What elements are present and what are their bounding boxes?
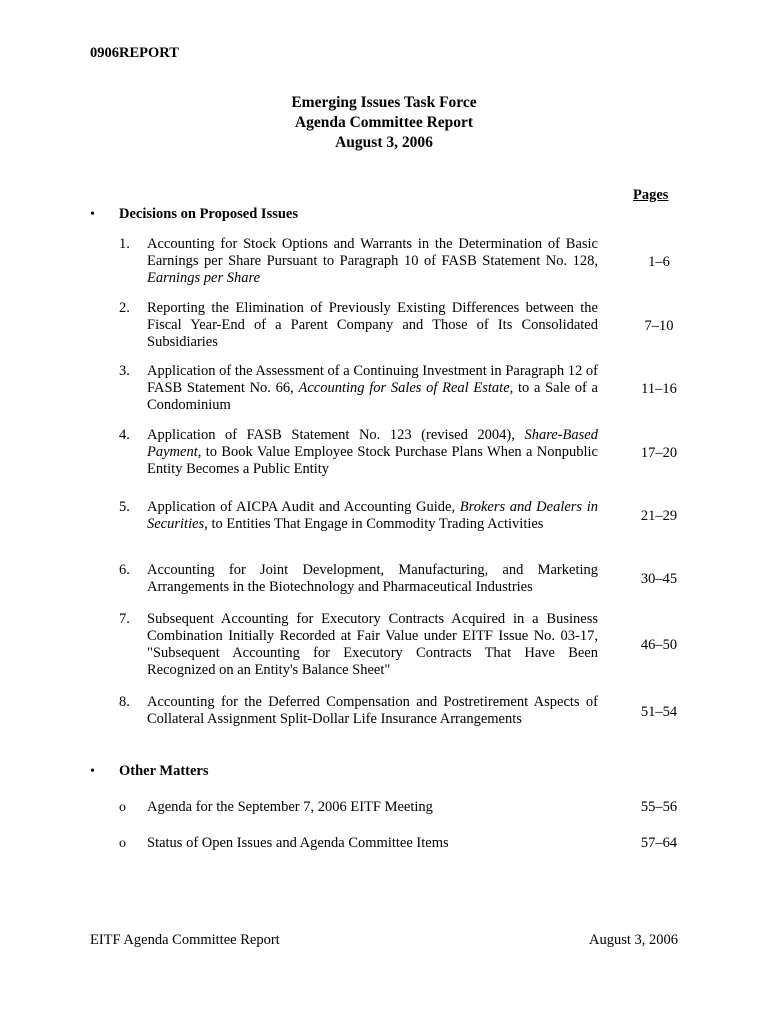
item-number: 5.: [119, 499, 130, 515]
section-title-decisions: Decisions on Proposed Issues: [119, 206, 298, 222]
document-code: 0906REPORT: [90, 45, 179, 61]
item-text-italic: Share-Based Payment,: [147, 427, 598, 460]
pages-column-header: Pages: [633, 187, 669, 203]
item-text-part: Application of FASB Statement No. 123 (revised 2004),: [147, 427, 525, 443]
item-text: [147, 427, 598, 478]
item-text: [147, 562, 598, 596]
item-number: 8.: [119, 694, 130, 710]
item-text-part: Accounting for Joint Development, Manufacturing, and Marketing Arrangements in the Biotechnology and Pharmaceutical Industries: [147, 562, 598, 595]
title-line-1: Emerging Issues Task Force: [291, 94, 477, 111]
item-text-italic: Accounting for Sales of Real Estate,: [298, 380, 514, 396]
section-title-other: Other Matters: [119, 763, 209, 779]
item-pages: 11–16: [641, 381, 677, 397]
item-pages: 30–45: [640, 571, 678, 587]
item-text-part: Accounting for the Deferred Compensation and Postretirement Aspects of Collateral Assignment Split-Dollar Life Insurance Arrangements: [147, 694, 598, 727]
item-pages: 46–50: [640, 637, 678, 653]
title-block: [0, 93, 768, 153]
item-text: [147, 611, 598, 679]
list-item-pages: 55–56: [640, 799, 678, 815]
item-number: 7.: [119, 611, 130, 627]
list-item-text: Agenda for the September 7, 2006 EITF Meeting: [147, 799, 433, 815]
item-text-part: Application of the Assessment of a Continuing Investment in Paragraph 12 of FASB Statement No. 66,: [147, 363, 598, 396]
item-text-italic: Brokers and Dealers in Securities,: [147, 499, 599, 532]
item-pages: 21–29: [640, 508, 678, 524]
item-pages: 17–20: [640, 445, 678, 461]
item-text-part: Application of AICPA Audit and Accounting Guide,: [147, 499, 460, 515]
footer-left: EITF Agenda Committee Report: [90, 932, 280, 948]
item-text-part: Accounting for Stock Options and Warrants in the Determination of Basic Earnings per Share Pursuant to Paragraph 10 of FASB Statement No. 128,: [147, 236, 598, 269]
item-number: 3.: [119, 363, 130, 379]
list-item-text: Status of Open Issues and Agenda Committee Items: [147, 835, 449, 851]
item-number: 6.: [119, 562, 130, 578]
item-text: [147, 300, 598, 351]
item-number: 4.: [119, 427, 130, 443]
item-pages: 7–10: [644, 318, 674, 334]
item-pages: 1–6: [648, 254, 670, 270]
list-item-pages: 57–64: [640, 835, 678, 851]
title-line-2: Agenda Committee Report: [294, 114, 474, 131]
item-number: 2.: [119, 300, 130, 316]
item-text-part: to Book Value Employee Stock Purchase Plans When a Nonpublic Entity Becomes a Public Entity: [147, 444, 598, 477]
item-text-italic: Earnings per Share: [147, 270, 261, 286]
item-text: [147, 363, 598, 414]
item-text-part: Reporting the Elimination of Previously Existing Differences between the Fiscal Year-End of a Parent Company and Those of Its Consolidated Subsidiaries: [147, 300, 598, 350]
section-bullet-other: •: [90, 764, 95, 779]
item-text-part: to Entities That Engage in Commodity Trading Activities: [207, 516, 544, 532]
item-text: [147, 236, 598, 287]
section-bullet-decisions: •: [90, 207, 95, 222]
item-pages: 51–54: [640, 704, 678, 720]
footer-right: August 3, 2006: [588, 932, 678, 948]
item-number: 1.: [119, 236, 130, 252]
item-text: [147, 694, 598, 728]
list-bullet: o: [119, 800, 126, 815]
title-line-3: August 3, 2006: [335, 134, 433, 151]
item-text-part: to a Sale of a Condominium: [147, 380, 598, 413]
list-bullet: o: [119, 836, 126, 851]
item-text-part: Subsequent Accounting for Executory Contracts Acquired in a Business Combination Initially Recorded at Fair Value under EITF Issue No. 03-17, "Subsequent Accounting for Executory Contracts That Have Been Recognized on an Entity's Balance Sheet": [147, 611, 598, 678]
item-text: [147, 499, 598, 533]
